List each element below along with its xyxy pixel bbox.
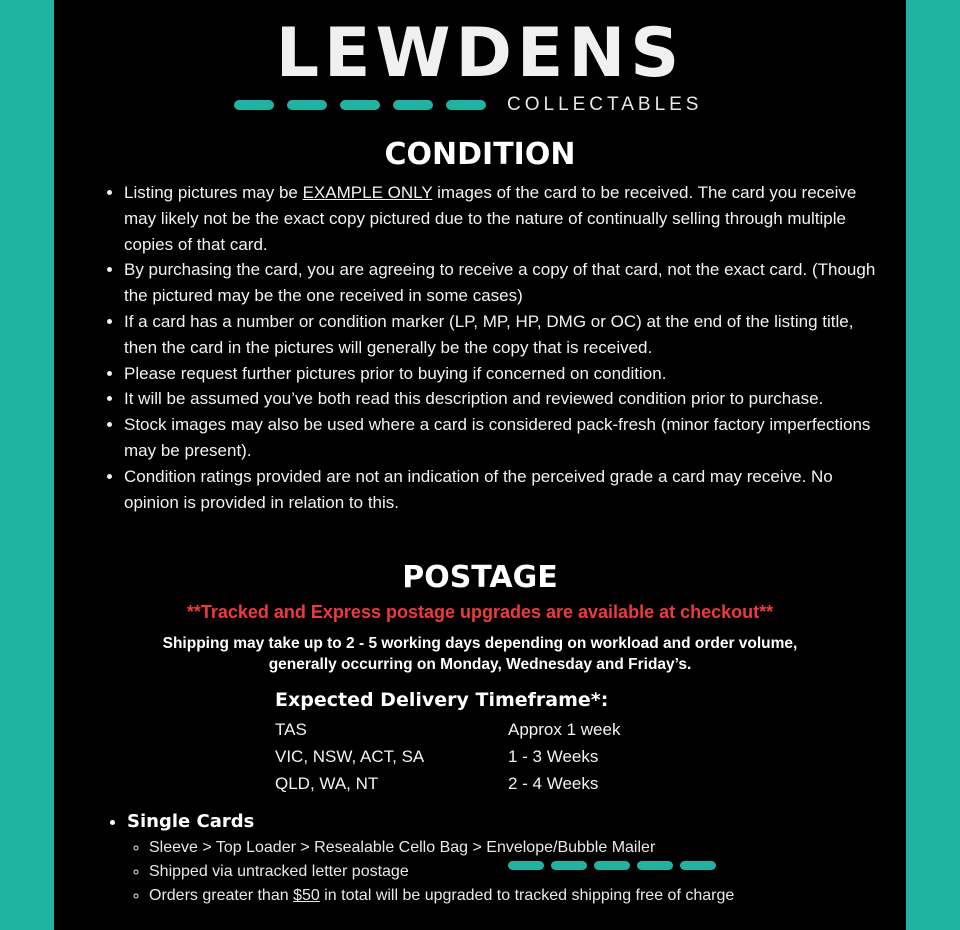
info-panel (54, 0, 906, 930)
single-cards-sublist (127, 836, 734, 908)
condition-bullet: • Condition ratings provided are not an indication of the perceived grade a card may receive. No opinion is provided in relation to this. (124, 464, 884, 516)
condition-bullet (124, 180, 884, 257)
upgrade-notice: **Tracked and Express postage upgrades are available at checkout** (186, 602, 774, 622)
delivery-region: VIC, NSW, ACT, SA (275, 747, 425, 766)
decor-dash (551, 861, 587, 870)
delivery-time: 1 - 3 Weeks (508, 747, 599, 766)
shipping-line: generally occurring on Monday, Wednesday and Friday’s. (268, 656, 692, 673)
condition-bullet: • Stock images may also be used where a card is considered pack-fresh (minor factory imperfections may be present). (124, 412, 884, 464)
free-upgrade-rule (149, 884, 734, 908)
single-cards-label: Single Cards (127, 811, 255, 832)
brand-logo-subtitle: COLLECTABLES (507, 94, 703, 115)
shipping-method: ◦ Shipped via untracked letter postage (149, 860, 734, 884)
single-cards-item (127, 810, 734, 908)
logo-dash (234, 100, 274, 110)
delivery-region: QLD, WA, NT (275, 774, 379, 793)
decor-dash (508, 861, 544, 870)
bullet-text: images of the card to be received. The card you receive may likely not be the exact copy pictured due to the nature of continually selling through multiple copies of that card. (124, 183, 857, 254)
condition-list (104, 180, 884, 515)
condition-heading: CONDITION (384, 137, 576, 172)
logo-dash (446, 100, 486, 110)
postage-heading: POSTAGE (402, 560, 558, 595)
condition-bullet: • Please request further pictures prior to buying if concerned on condition. (124, 361, 884, 387)
condition-bullet: • By purchasing the card, you are agreeing to receive a copy of that card, not the exact card. (Though the pictured may be the one received in some cases) (124, 257, 884, 309)
decor-dash (594, 861, 630, 870)
rule-text: Orders greater than (149, 887, 294, 904)
delivery-time: 2 - 4 Weeks (508, 774, 599, 793)
logo-dash (287, 100, 327, 110)
delivery-heading: Expected Delivery Timeframe*: (275, 689, 609, 711)
single-cards-list (109, 810, 734, 908)
shipping-note (94, 633, 866, 675)
packing-method: ◦ Sleeve > Top Loader > Resealable Cello Bag > Envelope/Bubble Mailer (149, 836, 734, 860)
condition-bullet: • If a card has a number or condition marker (LP, MP, HP, DMG or OC) at the end of the listing title, then the card in the pictures will generally be the copy that is received. (124, 309, 884, 361)
logo-dash (340, 100, 380, 110)
delivery-time: Approx 1 week (508, 720, 621, 739)
logo-dash (393, 100, 433, 110)
threshold-amount: $50 (293, 887, 320, 904)
decor-dash (637, 861, 673, 870)
delivery-region: TAS (275, 720, 307, 739)
rule-text: in total will be upgraded to tracked shipping free of charge (319, 887, 735, 904)
bullet-text: Listing pictures may be (124, 183, 303, 202)
example-only-emphasis: EXAMPLE ONLY (302, 183, 433, 202)
decor-dash (680, 861, 716, 870)
brand-logo-title: LEWDENS (275, 14, 685, 93)
shipping-line: Shipping may take up to 2 - 5 working days depending on workload and order volume, (162, 635, 798, 652)
condition-bullet: • It will be assumed you’ve both read this description and reviewed condition prior to purchase. (124, 386, 884, 412)
